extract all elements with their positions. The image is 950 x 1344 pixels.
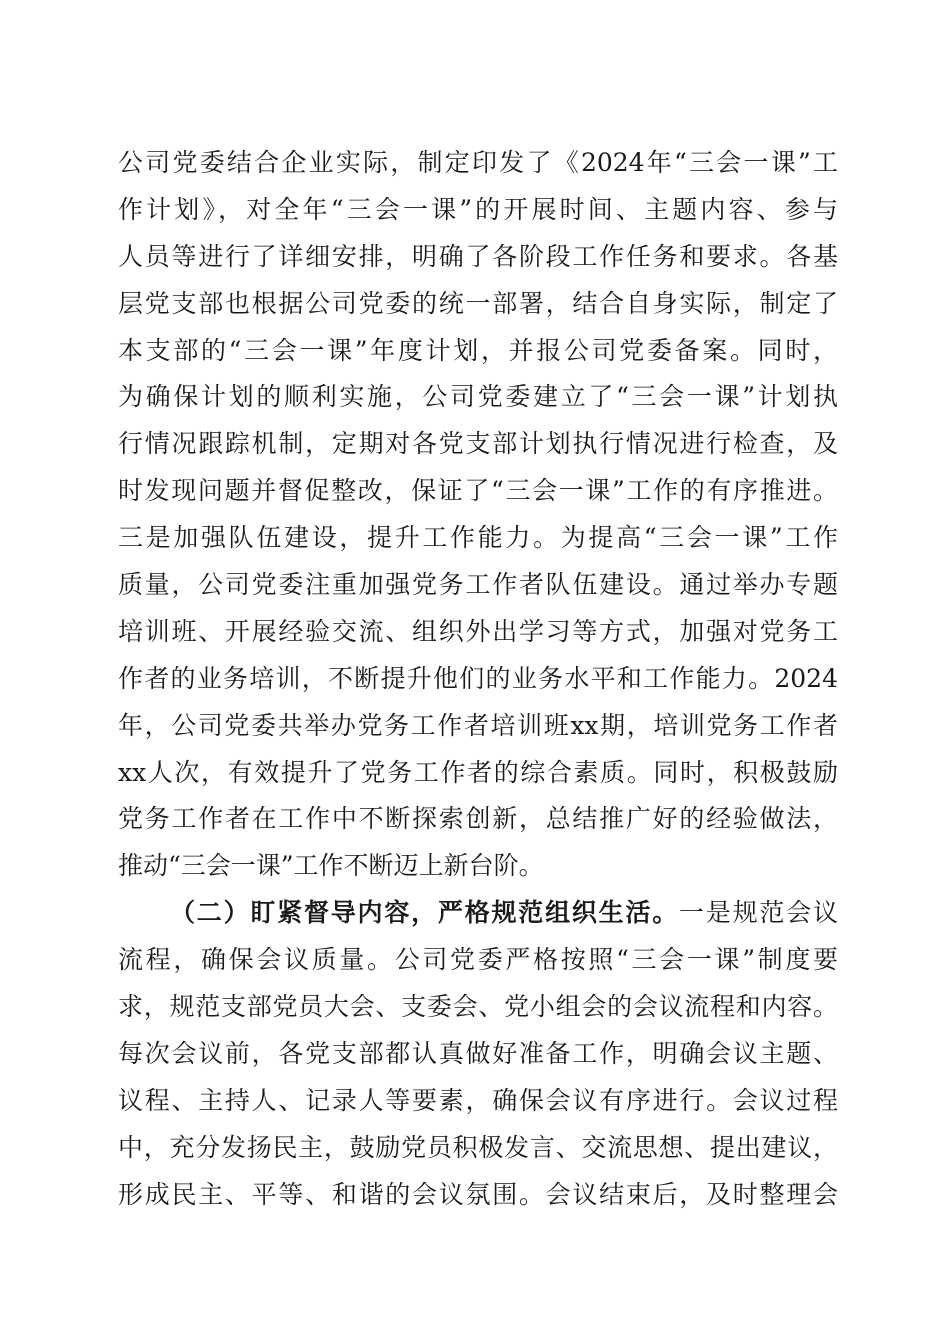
- text-line: 形成民主、平等、和谐的会议氛围。会议结束后，及时整理会: [118, 1179, 838, 1209]
- text-line: 本支部的“三会一课”年度计划，并报公司党委备案。同时，: [118, 335, 838, 365]
- text-line: 培训班、开展经验交流、组织外出学习等方式，加强对党务工: [118, 616, 838, 646]
- text-line: 三是加强队伍建设，提升工作能力。为提高“三会一课”工作: [118, 523, 838, 553]
- text-line: 作者的业务培训，不断提升他们的业务水平和工作能力。2024: [118, 663, 838, 693]
- section-heading: （二）盯紧督导内容，严格规范组织生活。: [170, 898, 680, 928]
- text-line: 流程，确保会议质量。公司党委严格按照“三会一课”制度要: [118, 945, 838, 975]
- text-line: 时发现问题并督促整改，保证了“三会一课”工作的有序推进。: [118, 476, 838, 506]
- text-line: xx人次，有效提升了党务工作者的综合素质。同时，积极鼓励: [118, 757, 838, 787]
- text-line: 为确保计划的顺利实施，公司党委建立了“三会一课”计划执: [118, 382, 838, 412]
- text-line: 作计划》，对全年“三会一课”的开展时间、主题内容、参与: [118, 194, 838, 224]
- text-line: 推动“三会一课”工作不断迈上新台阶。: [118, 851, 544, 881]
- text-line: 中，充分发扬民主，鼓励党员积极发言、交流思想、提出建议，: [118, 1132, 838, 1162]
- text-line: 求，规范支部党员大会、支委会、党小组会的会议流程和内容。: [118, 992, 838, 1022]
- text-line: 层党支部也根据公司党委的统一部署，结合自身实际，制定了: [118, 288, 838, 318]
- section-heading-continuation: 一是规范会议: [679, 898, 838, 928]
- text-line: 党务工作者在工作中不断探索创新，总结推广好的经验做法，: [118, 804, 838, 834]
- text-line: 公司党委结合企业实际，制定印发了《2024年“三会一课”工: [118, 148, 838, 177]
- text-line: 人员等进行了详细安排，明确了各阶段工作任务和要求。各基: [118, 241, 838, 271]
- body-text: [118, 140, 838, 1218]
- text-line: 年，公司党委共举办党务工作者培训班xx期，培训党务工作者: [118, 710, 838, 740]
- section-heading-line: [118, 890, 838, 937]
- text-line: 每次会议前，各党支部都认真做好准备工作，明确会议主题、: [118, 1038, 838, 1068]
- text-line: 行情况跟踪机制，定期对各党支部计划执行情况进行检查，及: [118, 429, 838, 459]
- text-line: 质量，公司党委注重加强党务工作者队伍建设。通过举办专题: [118, 570, 838, 600]
- text-line: 议程、主持人、记录人等要素，确保会议有序进行。会议过程: [118, 1085, 838, 1115]
